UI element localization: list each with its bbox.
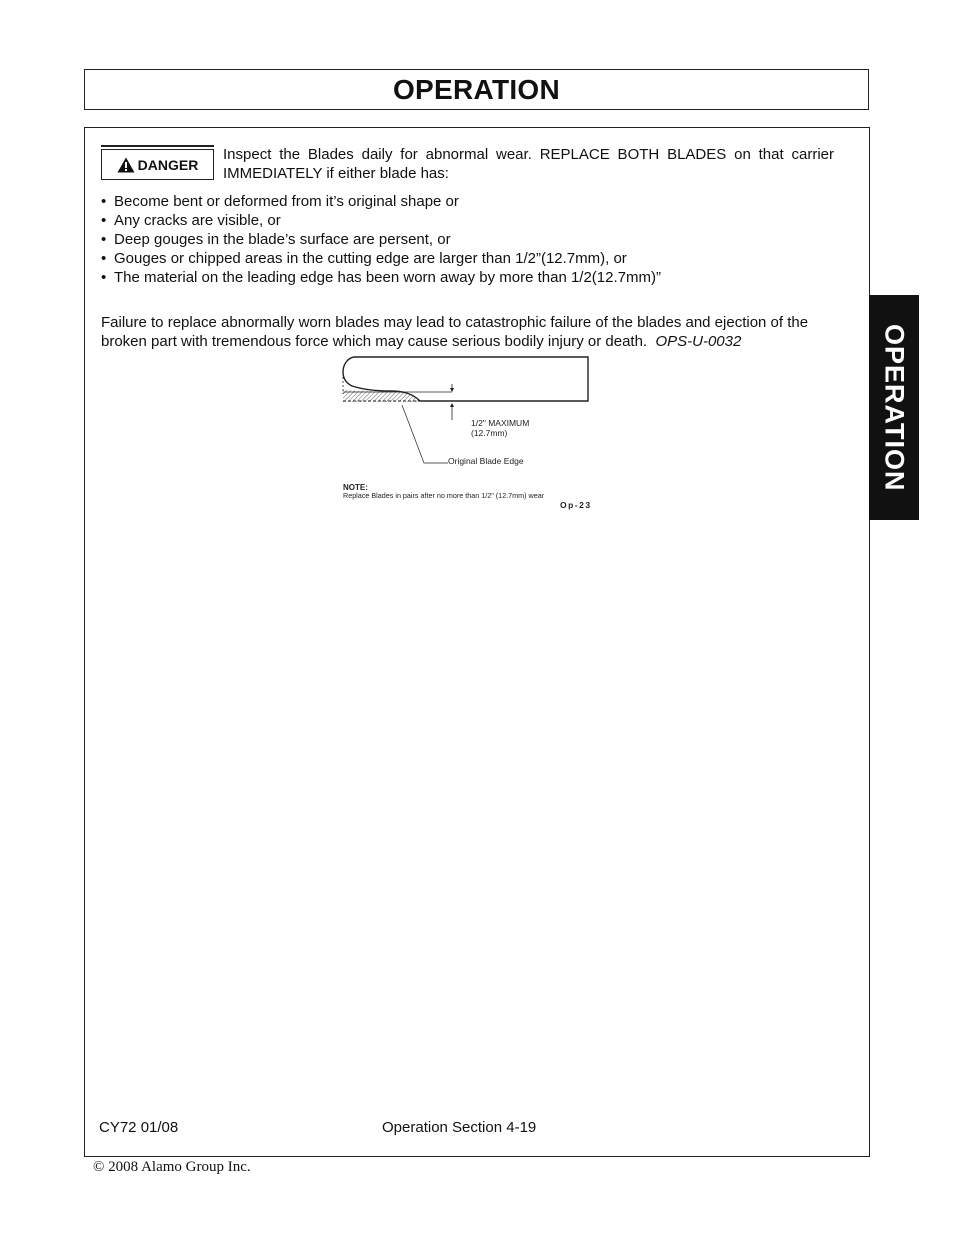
warning-text: Failure to replace abnormally worn blades may lead to catastrophic failure of the blades and ejection of the broken part with tremendous force which may cause serious bodily injury or death. — [101, 314, 809, 350]
copyright: © 2008 Alamo Group Inc. — [93, 1159, 251, 1175]
blade-wear-diagram — [340, 350, 600, 520]
footer-section: Operation Section 4-19 — [382, 1119, 537, 1136]
list-item: • Gouges or chipped areas in the cutting edge are larger than 1/2”(12.7mm), or — [101, 250, 627, 267]
section-side-tab — [869, 295, 919, 520]
danger-label — [101, 149, 214, 180]
max-label: 1/2" MAXIMUM — [471, 418, 530, 428]
note-title: NOTE: — [343, 483, 368, 492]
list-item: • The material on the leading edge has been worn away by more than 1/2(12.7mm)” — [101, 269, 661, 286]
warning-code: OPS-U-0032 — [655, 333, 742, 350]
list-item: • Become bent or deformed from it’s original shape or — [101, 193, 459, 210]
list-item: • Deep gouges in the blade’s surface are persent, or — [101, 231, 451, 248]
warning-triangle-icon — [117, 157, 135, 173]
side-tab-label: OPERATION — [879, 323, 910, 492]
arrow-down-head — [450, 388, 454, 392]
arrow-up-head — [450, 403, 454, 407]
wear-criteria-list — [101, 192, 661, 287]
footer-model: CY72 01/08 — [99, 1119, 179, 1136]
page-header — [84, 69, 869, 110]
list-item: • Any cracks are visible, or — [101, 212, 281, 229]
danger-label-text: DANGER — [137, 156, 199, 173]
page-title: OPERATION — [392, 73, 561, 105]
edge-label: Original Blade Edge — [448, 456, 524, 466]
danger-intro-text: Inspect the Blades daily for abnormal wear. REPLACE BOTH BLADES on that carrier IMMEDIATELY if either blade has: — [223, 146, 834, 182]
warning-paragraph — [101, 313, 841, 351]
max-label-metric: (12.7mm) — [471, 428, 508, 438]
note-text: Replace Blades in pairs after no more than 1/2" (12.7mm) wear — [343, 491, 545, 500]
edge-leader-line — [402, 405, 448, 463]
figure-id: Op-23 — [560, 500, 592, 510]
